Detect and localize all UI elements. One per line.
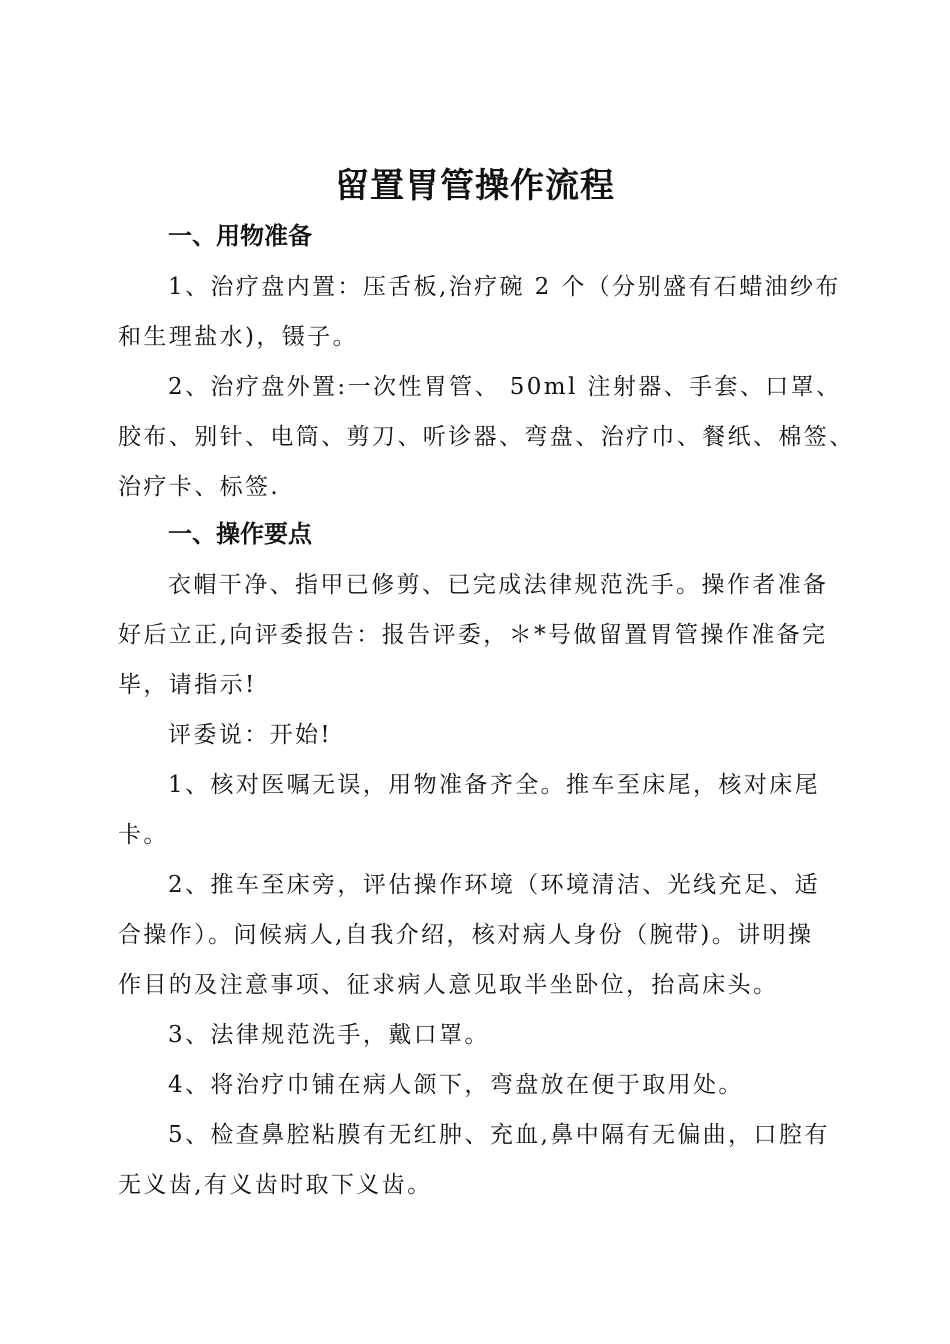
section-heading-supplies: 一、用物准备: [168, 222, 312, 250]
text-line: 好后立正,向评委报告：报告评委，＊*号做留置胃管操作准备完: [118, 622, 828, 648]
section-heading-procedure: 一、操作要点: [168, 520, 312, 548]
text-line: 和生理盐水)，镊子。: [118, 324, 358, 350]
text-line: 4、将治疗巾铺在病人颌下，弯盘放在便于取用处。: [168, 1072, 744, 1098]
procedure-step-3: [118, 1010, 843, 1060]
procedure-step-1: [118, 760, 843, 860]
text-line: 无义齿,有义齿时取下义齿。: [118, 1172, 433, 1198]
text-line: 2、治疗盘外置:一次性胃管、 50ml 注射器、手套、口罩、: [168, 374, 842, 400]
procedure-step-4: [118, 1060, 843, 1110]
text-line: 治疗卡、标签.: [118, 474, 281, 500]
text-line: 毕，请指示!: [118, 672, 257, 698]
text-line: 3、法律规范洗手，戴口罩。: [168, 1022, 490, 1048]
text-line: 衣帽干净、指甲已修剪、已完成法律规范洗手。操作者准备: [168, 572, 829, 598]
text-line: 合操作）。问候病人,自我介绍，核对病人身份（腕带)。讲明操: [118, 922, 814, 948]
text-line: 2、推车至床旁，评估操作环境（环境清洁、光线充足、适: [168, 872, 821, 898]
text-line: 1、核对医嘱无误，用物准备齐全。推车至床尾，核对床尾: [168, 772, 821, 798]
text-line: 作目的及注意事项、征求病人意见取半坐卧位，抬高床头。: [118, 972, 779, 998]
text-line: 评委说：开始!: [168, 722, 333, 748]
procedure-intro: [118, 560, 843, 710]
supplies-item-2: [118, 362, 855, 512]
text-line: 胶布、别针、电筒、剪刀、听诊器、弯盘、治疗巾、餐纸、棉签、: [118, 424, 855, 450]
text-line: 卡。: [118, 822, 169, 848]
procedure-step-5: [118, 1110, 843, 1210]
page-title: 留置胃管操作流程: [335, 166, 615, 206]
procedure-step-2: [118, 860, 843, 1010]
supplies-item-1: [118, 262, 843, 362]
text-line: 1、治疗盘内置：压舌板,治疗碗 2 个（分别盛有石蜡油纱布: [168, 274, 841, 300]
judge-instruction: [118, 710, 843, 760]
text-line: 5、检查鼻腔粘膜有无红肿、充血,鼻中隔有无偏曲，口腔有: [168, 1122, 830, 1148]
